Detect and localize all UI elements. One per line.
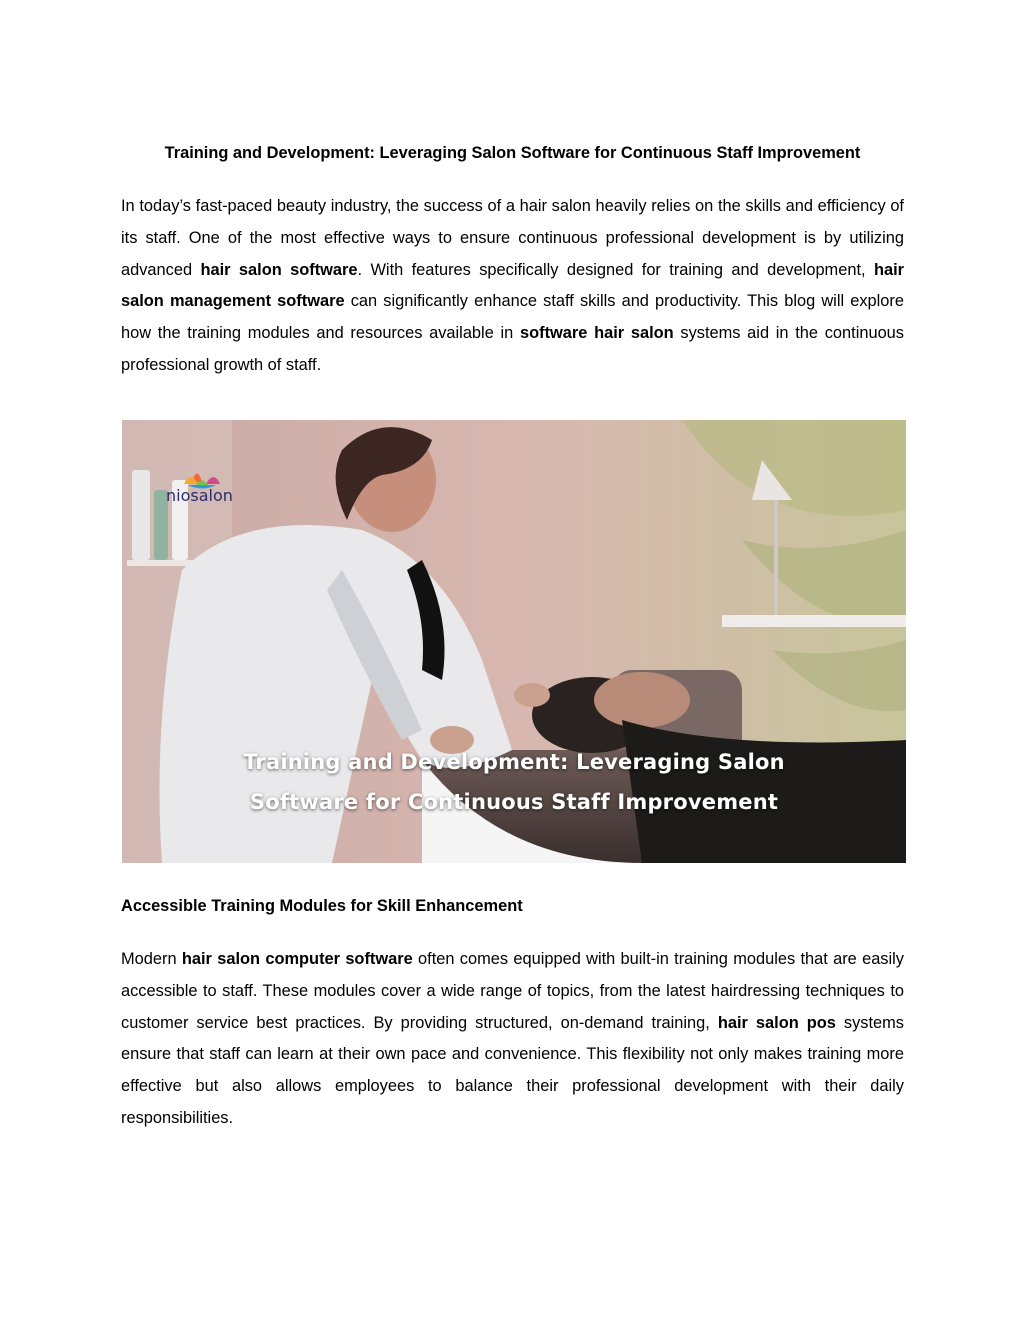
hero-overlay-line-1: Training and Development: Leveraging Salon [243, 750, 785, 774]
hero-overlay-line-2: Software for Continuous Staff Improvement [249, 790, 779, 814]
hero-image [122, 420, 906, 863]
text-run: systems aid in the continuous professional growth of staff. [121, 324, 904, 374]
text-run: systems ensure that staff can learn at their own pace and convenience. This flexibility not only makes training more effective but also allows employees to balance their professional development with their daily responsibilities. [121, 1013, 904, 1127]
text-run: can significantly enhance staff skills and productivity. This blog will explore how the training modules and resources available in [121, 292, 904, 343]
intro-paragraph [121, 191, 904, 382]
text-run: Modern [121, 950, 182, 968]
text-run: In today’s fast-paced beauty industry, the success of a hair salon heavily relies on the skills and efficiency of its staff. One of the most effective ways to ensure continuous professional development is by utilizing advanced [121, 197, 904, 279]
bold-keyword: hair salon software [200, 260, 358, 279]
bold-keyword: software hair salon [519, 324, 674, 343]
text-run: often comes equipped with built-in training modules that are easily accessible to staff. These modules cover a wide range of topics, from the latest hairdressing techniques to customer service best practices. By providing structured, on-demand training, [121, 950, 904, 1032]
document-title: Training and Development: Leveraging Salon Software for Continuous Staff Improvement [164, 144, 861, 162]
section-heading: Accessible Training Modules for Skill Enhancement [121, 897, 523, 915]
bold-keyword: hair salon computer software [181, 950, 413, 968]
section-paragraph [121, 944, 904, 1135]
hero-overlay-title [122, 742, 906, 822]
bold-keyword: hair salon pos [717, 1013, 836, 1032]
text-run: . With features specifically designed for training and development, [357, 260, 874, 279]
bold-keyword: hair salon management software [121, 260, 904, 311]
logo-text: niosalon [166, 486, 233, 505]
